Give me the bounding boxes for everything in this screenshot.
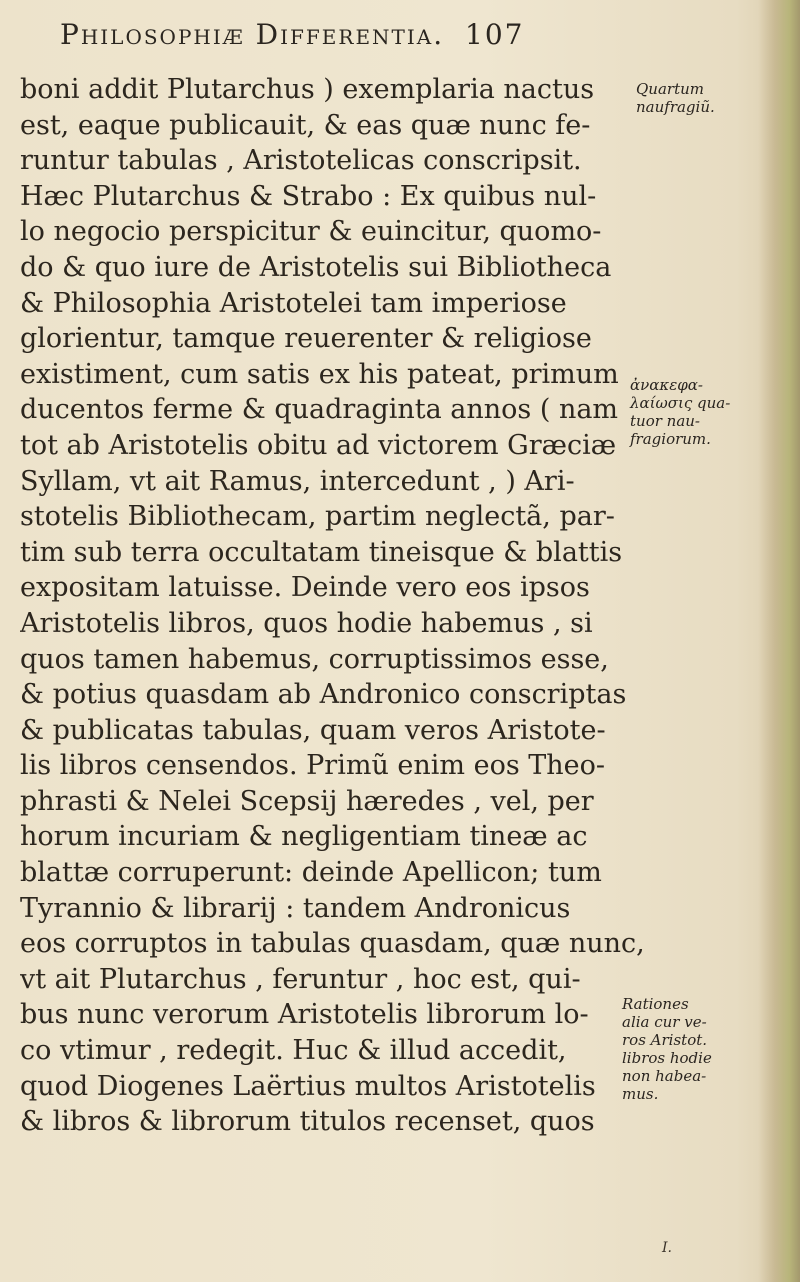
- text-line: Syllam, vt ait Ramus, intercedunt , ) Ari-: [20, 465, 575, 497]
- margin-note-line: Quartum: [636, 80, 704, 98]
- margin-note-line: tuor nau-: [630, 412, 700, 430]
- margin-note-line: ros Aristot.: [622, 1031, 708, 1049]
- page-number: 107: [465, 18, 525, 51]
- text-line: blattæ corruperunt: deinde Apellicon; tum: [20, 857, 602, 889]
- page-binding-edge: [758, 0, 800, 1282]
- text-line: expositam latuisse. Deinde vero eos ipsos: [20, 572, 590, 604]
- text-line: bus nunc verorum Aristotelis librorum lo-: [20, 999, 589, 1031]
- margin-note-line: ἀνακεφα-: [630, 376, 703, 394]
- margin-note-line: non habea-: [622, 1067, 707, 1085]
- text-line: & potius quasdam ab Andronico conscriptas: [20, 679, 627, 711]
- margin-note-summary: [630, 376, 730, 448]
- text-line: lis libros censendos. Primũ enim eos Theo-: [20, 750, 606, 782]
- running-header: [60, 18, 640, 58]
- text-line: stotelis Bibliothecam, partim neglectã, par-: [20, 501, 615, 533]
- text-line: ducentos ferme & quadraginta annos ( nam: [20, 394, 619, 426]
- text-line: quod Diogenes Laërtius multos Aristotelis: [20, 1070, 596, 1102]
- margin-note-line: fragiorum.: [630, 430, 711, 448]
- text-line: vt ait Plutarchus , feruntur , hoc est, qui-: [20, 963, 581, 995]
- margin-note-line: alia cur ve-: [622, 1013, 707, 1031]
- running-title: Philosophiæ Differentia.: [60, 18, 445, 51]
- text-line: est, eaque publicauit, & eas quæ nunc fe-: [20, 109, 591, 141]
- text-line: lo negocio perspicitur & euincitur, quomo-: [20, 216, 602, 248]
- margin-note-quartum: [636, 80, 715, 116]
- catchword: I.: [662, 1240, 672, 1256]
- text-line: & publicatas tabulas, quam veros Aristote-: [20, 714, 606, 746]
- text-line: boni addit Plutarchus ) exemplaria nactus: [20, 74, 595, 105]
- text-line: glorientur, tamque reuerenter & religiose: [20, 323, 592, 355]
- margin-note-line: λαίωσις qua-: [630, 394, 731, 412]
- text-line: runtur tabulas , Aristotelicas conscripsit.: [20, 145, 582, 177]
- margin-note-line: Rationes: [622, 995, 689, 1013]
- text-line: Tyrannio & librarij : tandem Andronicus: [20, 892, 571, 924]
- text-line: tim sub terra occultatam tineisque & blattis: [20, 536, 623, 568]
- text-line: eos corruptos in tabulas quasdam, quæ nunc,: [20, 928, 645, 960]
- text-line: existiment, cum satis ex his pateat, primum: [20, 358, 619, 390]
- text-line: horum incuriam & negligentiam tineæ ac: [20, 821, 588, 853]
- text-line: Hæc Plutarchus & Strabo : Ex quibus nul-: [20, 180, 597, 212]
- main-text-block: [20, 72, 660, 1140]
- text-line: tot ab Aristotelis obitu ad victorem Græciæ: [20, 429, 617, 461]
- margin-note-line: libros hodie: [622, 1049, 712, 1067]
- text-line: phrasti & Nelei Scepsij hæredes , vel, per: [20, 785, 594, 817]
- text-line: co vtimur , redegit. Huc & illud accedit,: [20, 1035, 567, 1067]
- text-line: & Philosophia Aristotelei tam imperiose: [20, 287, 567, 319]
- text-line: do & quo iure de Aristotelis sui Bibliotheca: [20, 251, 612, 283]
- margin-note-line: naufragiũ.: [636, 98, 715, 116]
- margin-note-line: mus.: [622, 1085, 659, 1103]
- margin-note-rationes: [622, 995, 712, 1103]
- text-line: & libros & librorum titulos recenset, quos: [20, 1106, 595, 1138]
- text-line: quos tamen habemus, corruptissimos esse,: [20, 643, 609, 675]
- text-line: Aristotelis libros, quos hodie habemus , si: [20, 607, 593, 639]
